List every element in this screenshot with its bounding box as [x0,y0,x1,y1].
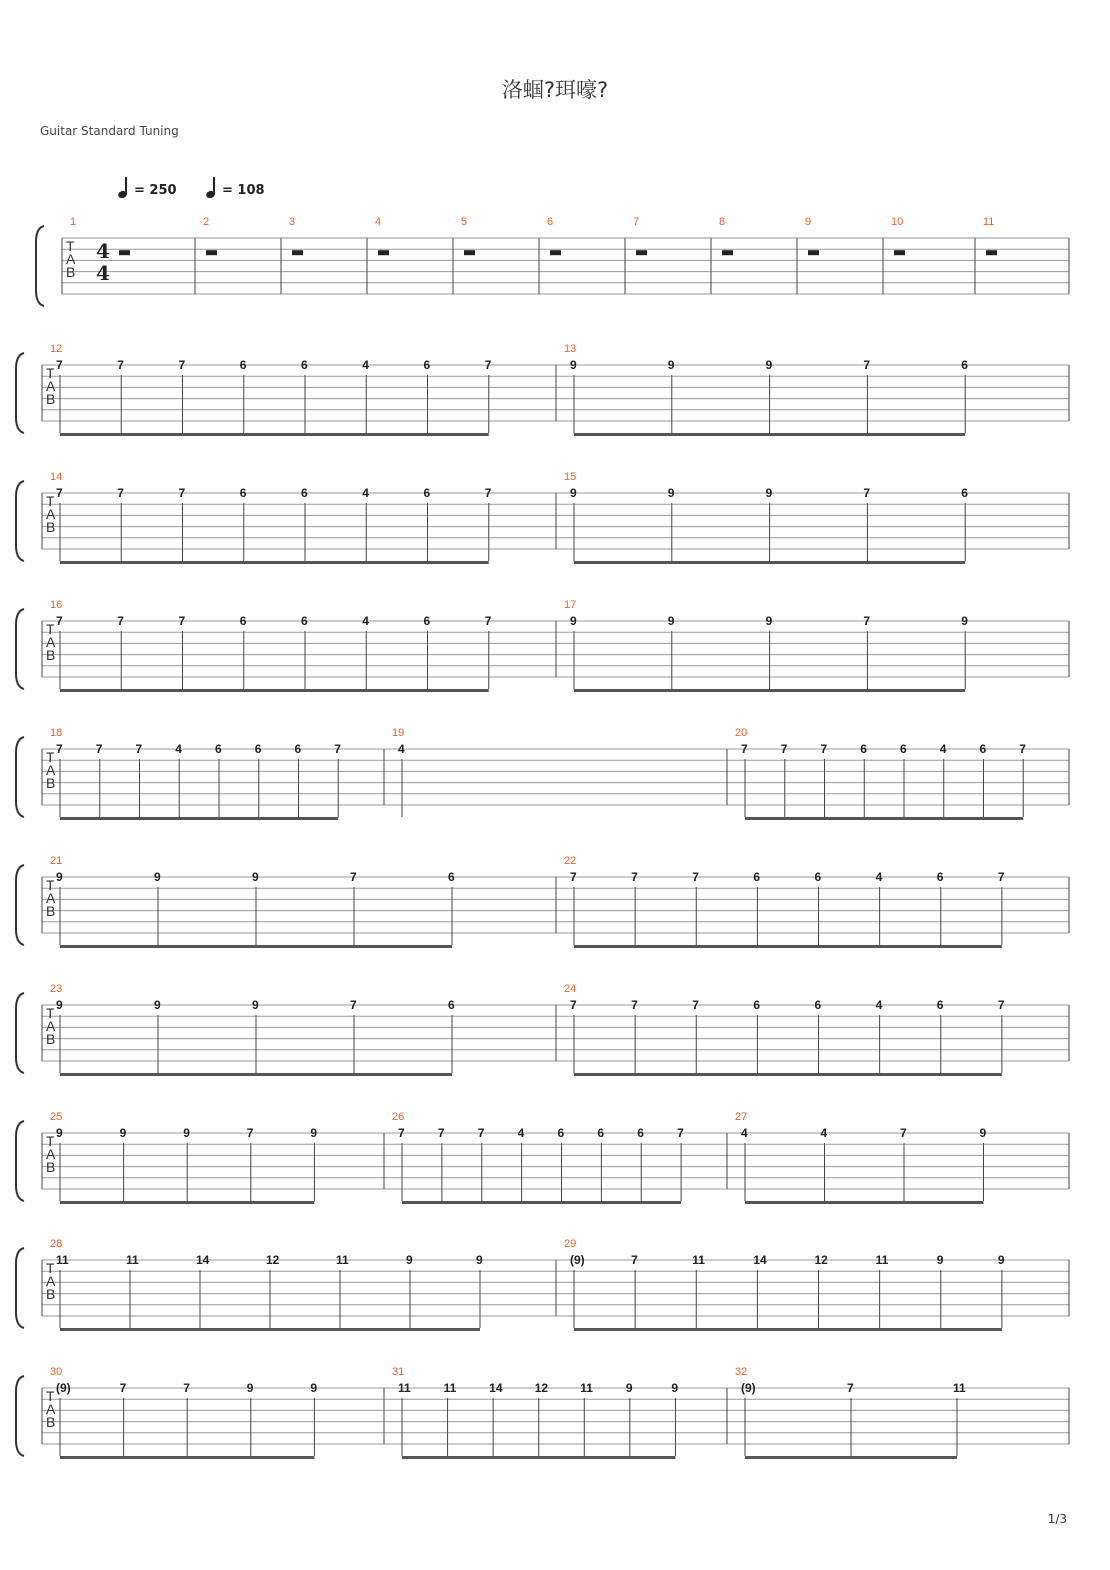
fret-number: 7 [183,1381,190,1395]
measure-number: 5 [461,216,468,228]
fret-number: 11 [126,1253,139,1267]
time-signature-bottom: 4 [96,261,110,285]
fret-number: 12 [266,1253,280,1267]
whole-rest-icon [378,250,389,255]
fret-number: 7 [741,742,748,756]
page-number: 1/3 [1047,1512,1067,1526]
tab-clef-letter: A [46,1273,56,1289]
whole-rest-icon [550,250,561,255]
fret-number: 9 [765,614,773,628]
fret-number: 9 [667,614,675,628]
fret-number: 11 [875,1253,889,1267]
fret-number: 9 [936,1253,944,1267]
note-beam [574,561,965,564]
fret-number: 7 [677,1126,684,1140]
fret-number: 7 [900,1126,907,1140]
note-beam [60,817,338,820]
tab-clef-letter: T [46,1388,55,1404]
tab-clef-letter: T [66,238,75,254]
tab-clef-letter: A [46,1146,56,1162]
measure-number: 15 [564,471,577,483]
fret-number: 7 [56,486,63,500]
fret-number: 7 [570,998,577,1012]
fret-number: 6 [239,486,247,500]
system-brace [16,1248,24,1328]
whole-rest-icon [464,250,475,255]
tab-clef-letter: A [46,762,56,778]
fret-number: 9 [667,358,675,372]
system-brace [16,1376,24,1456]
fret-number: 6 [814,998,822,1012]
system-brace [16,1121,24,1201]
fret-number: 9 [961,614,968,628]
tab-clef-letter: T [46,621,55,637]
fret-number: 11 [692,1253,705,1267]
tuning-label: Guitar Standard Tuning [40,124,179,138]
fret-number: 9 [570,358,577,372]
fret-number: 6 [254,742,262,756]
fret-number: 6 [301,486,308,500]
fret-number: 11 [443,1381,457,1395]
fret-number: 7 [484,486,492,500]
measure-number: 19 [392,727,405,739]
system-brace [16,481,24,561]
measure-number: 9 [805,216,812,228]
fret-number: 7 [117,358,124,372]
fret-number: 9 [119,1126,127,1140]
fret-number: 9 [671,1381,679,1395]
note-beam [574,1073,1002,1076]
fret-number: 7 [95,742,103,756]
fret-number: 7 [135,742,143,756]
whole-rest-icon [894,250,905,255]
measure-number: 18 [50,727,63,739]
note-beam [60,1073,452,1076]
fret-number: 9 [765,486,773,500]
fret-number: 6 [423,614,431,628]
tempo-value-1: = 250 [134,183,177,198]
fret-number: 7 [820,742,828,756]
fret-number: 14 [753,1253,767,1267]
fret-number: 11 [336,1253,349,1267]
fret-number: 9 [252,870,259,884]
fret-number: 4 [939,742,947,756]
fret-number: 4 [398,742,405,756]
note-beam [745,1201,984,1204]
fret-number: 4 [175,742,182,756]
fret-number: 7 [997,998,1005,1012]
system-brace [16,865,24,945]
note-beam [60,433,489,436]
fret-number: 7 [178,486,186,500]
fret-number: (9) [741,1381,756,1395]
fret-number: 7 [692,870,699,884]
whole-rest-icon [119,250,130,255]
fret-number: 6 [961,358,968,372]
fret-number: 12 [534,1381,549,1395]
fret-number: 9 [154,870,161,884]
measure-number: 17 [564,599,577,611]
fret-number: 7 [246,1126,254,1140]
fret-number: 7 [780,742,788,756]
fret-number: 4 [362,614,369,628]
fret-number: (9) [56,1381,71,1395]
fret-number: 4 [875,998,883,1012]
system-brace [16,993,24,1073]
measure-number: 25 [50,1111,63,1123]
tab-clef-letter: A [46,378,56,394]
fret-number: 6 [936,870,944,884]
tab-clef-letter: T [46,1133,55,1149]
fret-number: 11 [953,1381,966,1395]
measure-number: 7 [633,216,640,228]
whole-rest-icon [206,250,217,255]
fret-number: 6 [239,614,247,628]
tab-clef-letter: B [46,391,56,407]
system-brace [36,226,44,306]
fret-number: 9 [570,486,577,500]
fret-number: 9 [252,998,259,1012]
note-beam [745,817,1023,820]
measure-number: 10 [891,216,904,228]
tab-clef-letter: B [46,519,56,535]
note-beam [402,1201,681,1204]
fret-number: 7 [56,742,63,756]
note-beam [574,945,1002,948]
fret-number: 7 [484,358,492,372]
measure-number: 16 [50,599,63,611]
fret-number: 9 [476,1253,483,1267]
tab-clef-letter: A [46,1401,56,1417]
fret-number: 9 [56,870,63,884]
tab-clef-letter: T [46,1005,55,1021]
fret-number: 9 [183,1126,190,1140]
fret-number: 7 [692,998,699,1012]
fret-number: 9 [56,1126,63,1140]
measure-number: 23 [50,983,63,995]
fret-number: 6 [961,486,968,500]
fret-number: 6 [423,358,431,372]
measure-number: 4 [375,216,382,228]
tab-clef-letter: B [46,1159,56,1175]
tab-clef-letter: T [46,749,55,765]
fret-number: 14 [196,1253,210,1267]
note-beam [402,1456,675,1459]
system-brace [16,353,24,433]
note-beam [574,433,965,436]
fret-number: 7 [56,358,63,372]
fret-number: 7 [863,486,871,500]
measure-number: 8 [719,216,726,228]
fret-number: 6 [557,1126,565,1140]
tab-clef-letter: A [46,634,56,650]
fret-number: 6 [936,998,944,1012]
fret-number: 4 [741,1126,748,1140]
whole-rest-icon [986,250,997,255]
fret-number: 14 [489,1381,503,1395]
fret-number: 6 [860,742,867,756]
measure-number: 3 [289,216,296,228]
fret-number: 6 [448,998,455,1012]
fret-number: 6 [900,742,907,756]
fret-number: 7 [631,870,638,884]
fret-number: 7 [398,1126,405,1140]
tab-clef-letter: A [66,251,76,267]
fret-number: 4 [362,486,369,500]
measure-number: 2 [203,216,210,228]
note-beam [60,1456,314,1459]
tab-clef-letter: T [46,1260,55,1276]
measure-number: 21 [50,855,63,867]
measure-number: 1 [70,216,77,228]
measure-number: 31 [392,1366,405,1378]
fret-number: 6 [637,1126,644,1140]
score-title: 洛蝈?珥嚎? [501,78,609,102]
fret-number: 7 [350,998,357,1012]
whole-rest-icon [722,250,733,255]
fret-number: 6 [239,358,247,372]
fret-number: 7 [863,358,871,372]
fret-number: 9 [625,1381,633,1395]
fret-number: 7 [117,486,124,500]
fret-number: 11 [56,1253,69,1267]
tempo-value-2: = 108 [222,183,265,198]
fret-number: 12 [814,1253,828,1267]
tab-clef-letter: B [46,647,56,663]
fret-number: 6 [597,1126,605,1140]
system-brace [16,737,24,817]
fret-number: 7 [631,998,638,1012]
measure-number: 30 [50,1366,63,1378]
tab-clef-letter: B [46,775,56,791]
tab-clef-letter: T [46,493,55,509]
whole-rest-icon [808,250,819,255]
note-beam [60,945,452,948]
fret-number: 9 [997,1253,1005,1267]
note-beam [745,1456,957,1459]
fret-number: 6 [979,742,987,756]
measure-number: 27 [735,1111,748,1123]
fret-number: 7 [997,870,1005,884]
note-beam [574,689,965,692]
tab-clef-letter: T [46,877,55,893]
fret-number: 9 [570,614,577,628]
fret-number: 6 [423,486,431,500]
fret-number: 6 [753,998,761,1012]
tab-clef-letter: B [46,1031,56,1047]
measure-number: 22 [564,855,577,867]
fret-number: 11 [580,1381,593,1395]
note-beam [574,1328,1002,1331]
fret-number: 7 [863,614,871,628]
fret-number: 7 [477,1126,485,1140]
measure-number: 24 [564,983,577,995]
whole-rest-icon [636,250,647,255]
measure-number: 32 [735,1366,748,1378]
fret-number: 7 [484,614,492,628]
fret-number: 9 [765,358,773,372]
fret-number: 4 [517,1126,525,1140]
measure-number: 13 [564,343,577,355]
fret-number: 9 [406,1253,413,1267]
fret-number: 7 [437,1126,445,1140]
note-beam [60,1201,314,1204]
tab-clef-letter: A [46,1018,56,1034]
fret-number: 7 [334,742,341,756]
tab-clef-letter: B [66,264,76,280]
fret-number: 11 [398,1381,411,1395]
tab-clef-letter: T [46,365,55,381]
fret-number: 6 [301,358,308,372]
fret-number: 9 [310,1381,318,1395]
measure-number: 29 [564,1238,577,1250]
fret-number: 9 [154,998,161,1012]
note-beam [60,561,489,564]
fret-number: 6 [215,742,222,756]
measure-number: 11 [983,216,995,228]
fret-number: 4 [362,358,369,372]
fret-number: 7 [119,1381,127,1395]
fret-number: 9 [667,486,675,500]
fret-number: 7 [631,1253,638,1267]
fret-number: 7 [56,614,63,628]
fret-number: 9 [56,998,63,1012]
fret-number: 9 [246,1381,254,1395]
tab-clef-letter: B [46,1286,56,1302]
tab-clef-letter: A [46,506,56,522]
fret-number: 9 [979,1126,987,1140]
note-beam [60,689,489,692]
measure-number: 20 [735,727,748,739]
fret-number: 6 [753,870,761,884]
tab-clef-letter: B [46,903,56,919]
measure-number: 14 [50,471,63,483]
measure-number: 26 [392,1111,405,1123]
fret-number: 7 [847,1381,854,1395]
fret-number: (9) [570,1253,585,1267]
fret-number: 7 [570,870,577,884]
fret-number: 9 [310,1126,318,1140]
measure-number: 6 [547,216,554,228]
fret-number: 7 [178,358,186,372]
fret-number: 7 [178,614,186,628]
tab-clef-letter: B [46,1414,56,1430]
tab-clef-letter: A [46,890,56,906]
fret-number: 6 [814,870,822,884]
fret-number: 4 [820,1126,828,1140]
fret-number: 7 [350,870,357,884]
fret-number: 6 [301,614,308,628]
whole-rest-icon [292,250,303,255]
fret-number: 6 [448,870,455,884]
fret-number: 6 [294,742,302,756]
time-signature-top: 4 [96,239,110,263]
fret-number: 7 [117,614,124,628]
fret-number: 7 [1019,742,1026,756]
measure-number: 12 [50,343,63,355]
measure-number: 28 [50,1238,63,1250]
note-beam [60,1328,480,1331]
system-brace [16,609,24,689]
fret-number: 4 [875,870,883,884]
